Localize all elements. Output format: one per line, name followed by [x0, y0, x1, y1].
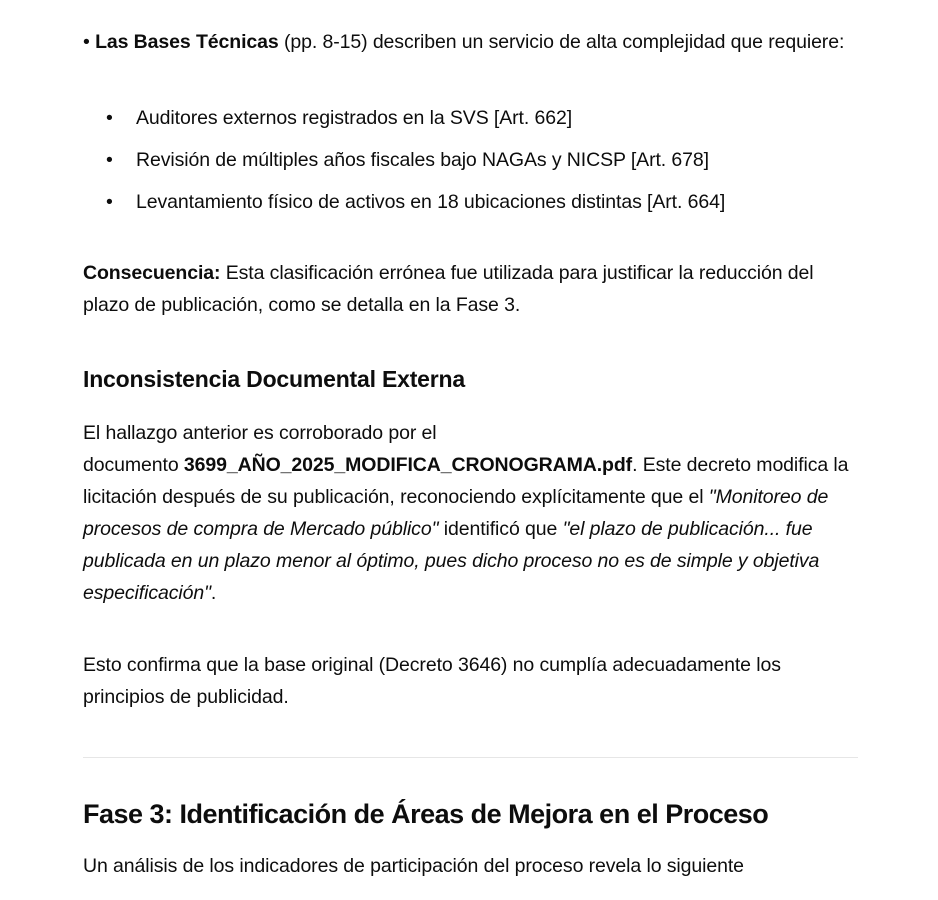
list-item: [83, 186, 858, 218]
list-item-text: Auditores externos registrados en la SVS [Art. 662]: [136, 107, 573, 129]
section-heading-inconsistencia: Inconsistencia Documental Externa: [83, 366, 465, 392]
finding-text-2: . Este decreto modifica la licitación después de su publicación, reconociendo explícitamente que el: [83, 454, 849, 508]
requirements-list: [83, 102, 858, 218]
bullet-marker: •: [83, 31, 90, 53]
list-item-text: Levantamiento físico de activos en 18 ubicaciones distintas [Art. 664]: [136, 191, 726, 213]
lead-item-bold-text: Las Bases Técnicas: [95, 31, 279, 53]
list-item-text: Revisión de múltiples años fiscales bajo NAGAs y NICSP [Art. 678]: [136, 149, 709, 171]
consequence-label: Consecuencia:: [83, 262, 221, 284]
lead-list-item: [83, 26, 858, 58]
document-body: [83, 0, 858, 882]
document-filename: 3699_AÑO_2025_MODIFICA_CRONOGRAMA.pdf: [183, 454, 633, 476]
list-item: [83, 102, 858, 134]
phase-3-heading: Fase 3: Identificación de Áreas de Mejora en el Proceso: [83, 799, 769, 829]
section-divider: [83, 757, 858, 758]
lead-item-text: (pp. 8-15) describen un servicio de alta complejidad que requiere:: [278, 31, 845, 53]
quoted-report-title: "Monitoreo de procesos de compra de Mercado público": [83, 486, 829, 540]
list-item: [83, 144, 858, 176]
finding-paragraph: [83, 417, 858, 609]
bullet-marker: •: [106, 107, 113, 129]
partial-cutoff-line: Un análisis de los indicadores de participación del proceso revela lo siguiente: [83, 855, 744, 877]
consequence-text: Esta clasificación errónea fue utilizada para justificar la reducción del plazo de publicación, como se detalla en la Fase 3.: [83, 262, 814, 316]
confirmation-paragraph: Esto confirma que la base original (Decreto 3646) no cumplía adecuadamente los principios de publicidad.: [83, 654, 781, 708]
quoted-finding-text: "el plazo de publicación... fue publicada en un plazo menor al óptimo, pues dicho proceso no es de simple y objetiva especificación": [83, 518, 820, 604]
consequence-paragraph: [83, 257, 858, 321]
finding-text-3: identificó que: [438, 518, 563, 540]
bullet-marker: •: [106, 149, 113, 171]
finding-text-4: .: [210, 582, 217, 604]
bullet-marker: •: [106, 191, 113, 213]
finding-text-1: El hallazgo anterior es corroborado por el documento: [83, 422, 437, 476]
